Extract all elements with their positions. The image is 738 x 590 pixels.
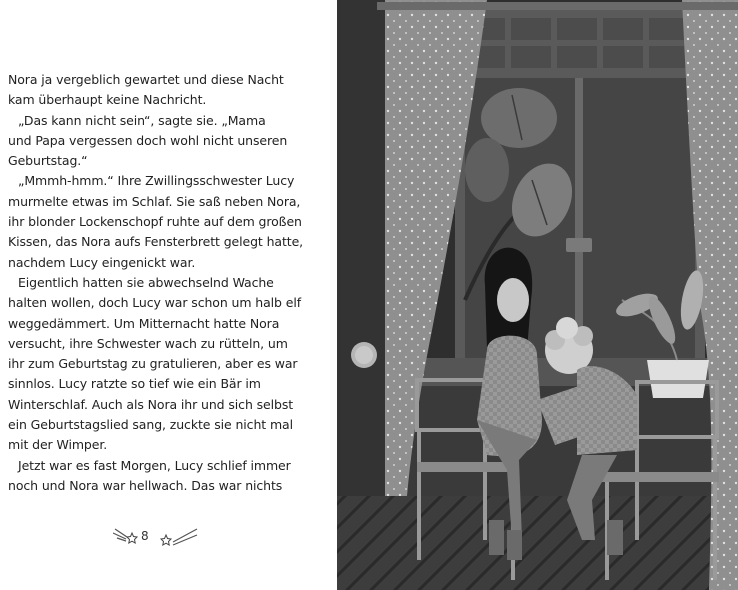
left-wall-shadow: [337, 0, 385, 496]
story-text: [8, 70, 330, 496]
text-line: und Papa vergessen doch wohl nicht unseren: [8, 132, 288, 148]
text-page: [0, 0, 337, 590]
text-line: „Mmmh-hmm.“ Ihre Zwillingsschwester Lucy: [18, 173, 295, 189]
text-line: ein Geburtstagslied sang, zuckte sie nicht mal: [8, 417, 293, 433]
text-line: halten wollen, doch Lucy war schon um halb elf: [8, 295, 302, 311]
text-line: sinnlos. Lucy ratzte so tief wie ein Bär im: [8, 376, 261, 392]
page-number: 8: [141, 529, 149, 543]
text-line: Eigentlich hatten sie abwechselnd Wache: [18, 274, 274, 290]
curtain-rod: [377, 2, 738, 10]
folio: [113, 526, 193, 550]
text-line: nachdem Lucy eingenickt war.: [8, 254, 196, 270]
window-latch: [566, 238, 592, 252]
shooting-star-icon: [159, 526, 199, 552]
text-line: Kissen, das Nora aufs Fensterbrett gelegt hatte,: [8, 234, 304, 250]
window-mullion: [575, 78, 583, 358]
text-line: mit der Wimper.: [8, 437, 108, 453]
illustration: [337, 0, 738, 590]
night-window-scene: [337, 0, 738, 590]
sun-tieback: [351, 342, 377, 368]
text-line: ihr blonder Lockenschopf ruhte auf dem großen: [8, 214, 302, 230]
text-line: Jetzt war es fast Morgen, Lucy schlief immer: [18, 457, 291, 473]
text-line: versucht, ihre Schwester wach zu rütteln, um: [8, 335, 288, 351]
text-line: Nora ja vergeblich gewartet und diese Nacht: [8, 72, 284, 87]
text-line: ihr zum Geburtstag zu gratulieren, aber es war: [8, 356, 298, 372]
text-line: murmelte etwas im Schlaf. Sie saß neben Nora,: [8, 193, 301, 209]
text-line: noch und Nora war hellwach. Das war nichts: [8, 477, 283, 493]
text-line: kam überhaupt keine Nachricht.: [8, 92, 207, 108]
text-line: Winterschlaf. Auch als Nora ihr und sich selbst: [8, 396, 294, 412]
text-line: „Das kann nicht sein“, sagte sie. „Mama: [18, 112, 266, 128]
shooting-star-icon: [113, 526, 139, 548]
parquet-floor: [337, 496, 738, 590]
text-line: Geburtstag.“: [8, 153, 88, 169]
text-line: weggedämmert. Um Mitternacht hatte Nora: [8, 315, 280, 331]
